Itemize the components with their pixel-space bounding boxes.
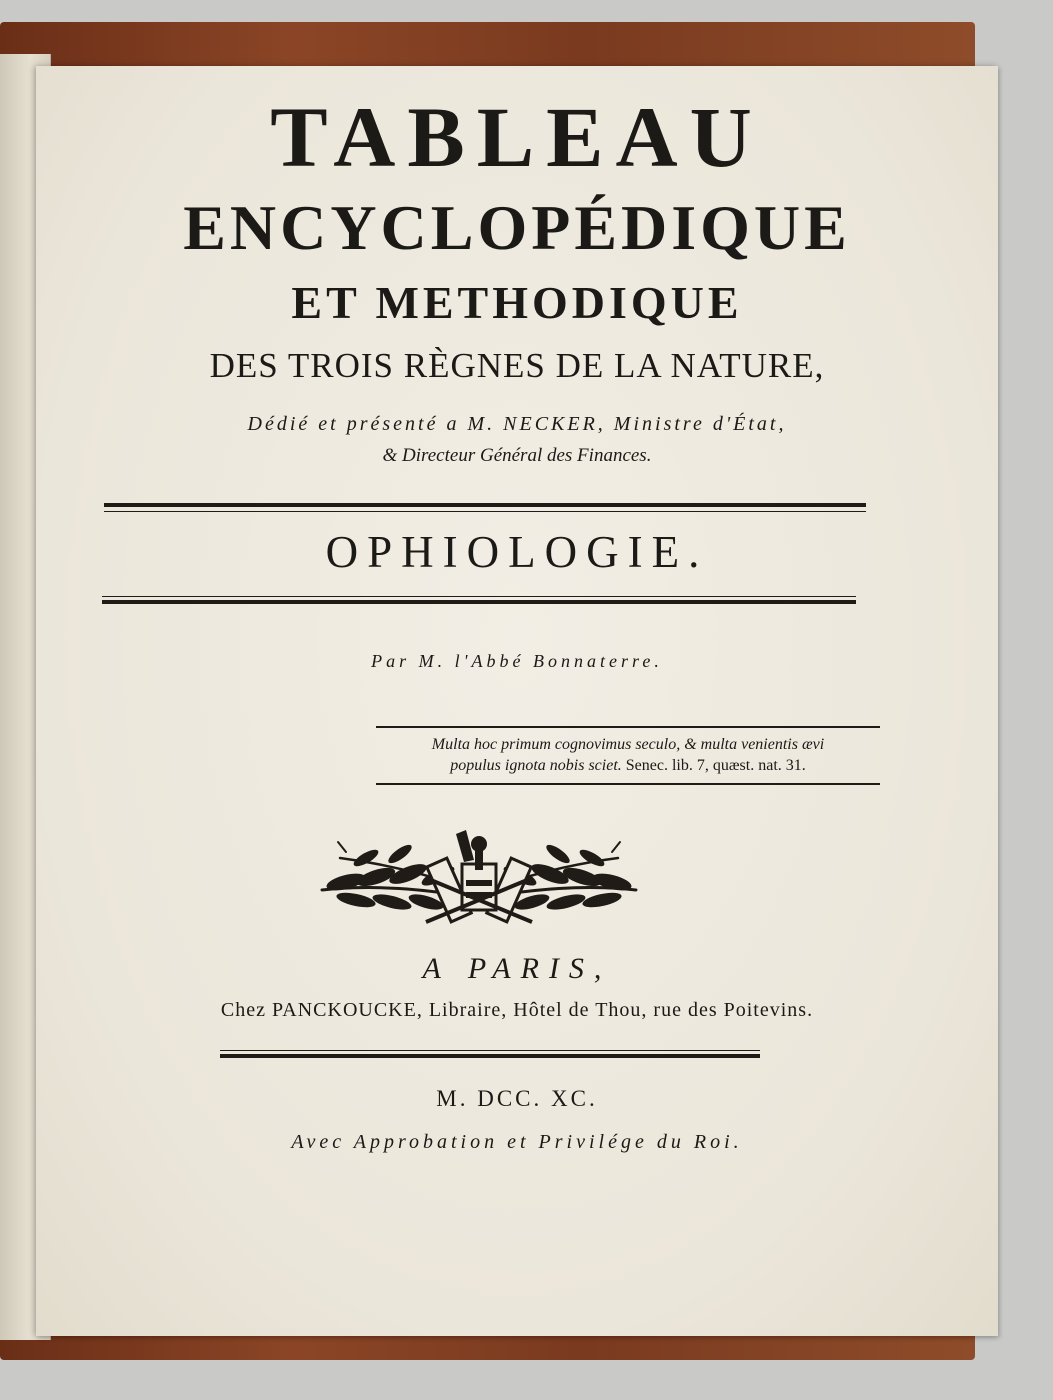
- upper-rule-thin: [104, 511, 866, 512]
- author-line: Par M. l'Abbé Bonnaterre.: [371, 651, 663, 671]
- subject-title: OPHIOLOGIE.: [325, 527, 709, 577]
- dedication-line-1: Dédié et présenté a M. NECKER, Ministre d'État,: [247, 413, 787, 435]
- royal-privilege: Avec Approbation et Privilége du Roi.: [291, 1131, 743, 1153]
- motto-citation: Senec. lib. 7, quæst. nat. 31.: [625, 757, 806, 774]
- upper-rule-thick: [104, 503, 866, 507]
- imprint-publisher: Chez PANCKOUCKE, Libraire, Hôtel de Thou, rue des Poitevins.: [220, 999, 814, 1021]
- dedication-line-2: & Directeur Général des Finances.: [382, 445, 652, 466]
- lower-rule-thin: [102, 596, 856, 597]
- motto-line-2: [376, 755, 880, 776]
- title-line-encyclopedique: ENCYCLOPÉDIQUE: [183, 192, 851, 263]
- printers-ornament-icon: [316, 830, 642, 930]
- motto-line-2-italic: populus ignota nobis sciet.: [450, 757, 622, 774]
- imprint-rule-thin: [220, 1050, 760, 1051]
- imprint-city: A PARIS,: [422, 952, 612, 985]
- motto-line-1: Multa hoc primum cognovimus seculo, & multa venientis ævi: [431, 736, 825, 753]
- title-line-regnes: DES TROIS RÈGNES DE LA NATURE,: [209, 346, 825, 385]
- motto-rule-top: [376, 726, 880, 728]
- imprint-rule-thick: [220, 1054, 760, 1058]
- title-line-methodique: ET METHODIQUE: [291, 277, 743, 328]
- lower-rule-thick: [102, 600, 856, 604]
- motto-rule-bottom: [376, 783, 880, 785]
- imprint-year: M. DCC. XC.: [436, 1086, 598, 1111]
- title-line-tableau: TABLEAU: [270, 89, 764, 185]
